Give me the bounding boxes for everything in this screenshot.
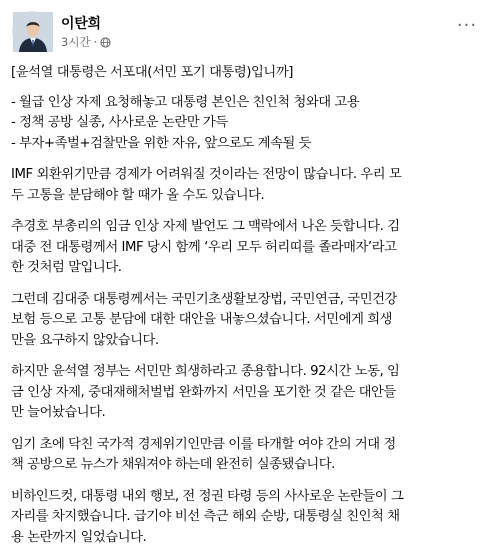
- meta-separator: ·: [93, 35, 98, 49]
- paragraph-line: 추경호 부총리의 임금 인상 자제 발언도 그 맥락에서 나온 듯합니다. 김: [11, 219, 400, 234]
- globe-icon[interactable]: [100, 37, 111, 48]
- paragraph-line: IMF 외환위기만큼 경제가 어려워질 것이라는 전망이 많습니다. 우리 모: [11, 167, 402, 182]
- paragraph: [11, 217, 483, 279]
- post-timestamp[interactable]: 3시간: [61, 35, 91, 49]
- paragraph: [11, 290, 483, 352]
- paragraph-line: 자리를 차지했습니다. 급기야 비선 측근 해외 순방, 대통령실 친인척 채: [11, 509, 400, 524]
- bullet-list: [11, 93, 483, 155]
- bullet-item: - 월급 인상 자제 요청해놓고 대통령 본인은 친인척 청와대 고용: [11, 94, 360, 110]
- paragraph-line: 그런데 김대중 대통령께서는 국민기초생활보장법, 국민연금, 국민건강: [11, 291, 397, 307]
- paragraph-line: 비하인드컷, 대통령 내외 행보, 전 정권 타령 등의 사사로운 논란들이 그: [11, 488, 404, 504]
- paragraph: [11, 362, 483, 424]
- avatar[interactable]: [12, 11, 52, 51]
- paragraph-line: 용 논란까지 일었습니다.: [11, 529, 147, 545]
- paragraph-line: 만 늘어놨습니다.: [11, 405, 106, 420]
- more-horizontal-icon: ···: [456, 14, 478, 36]
- paragraph-line: 두 고통을 분담해야 할 때가 올 수도 있습니다.: [11, 187, 265, 203]
- bullet-item: - 부자+족벌+검찰만을 위한 자유, 앞으로도 계속될 듯: [11, 135, 312, 151]
- paragraph: [11, 435, 483, 476]
- paragraph-line: 대중 전 대통령께서 IMF 당시 함께 ‘우리 모두 허리띠를 졸라매자’라고: [11, 239, 397, 255]
- paragraph: [11, 165, 483, 206]
- paragraph-line: 책 공방으로 뉴스가 채워져야 하는데 완전히 실종됐습니다.: [11, 457, 335, 472]
- author-name[interactable]: 이탄희: [61, 16, 101, 32]
- paragraph-line: 하지만 윤석열 정부는 서민만 희생하라고 종용합니다. 92시간 노동, 임: [11, 364, 400, 379]
- post-title-block: [11, 63, 483, 84]
- paragraph-line: 금 인상 자제, 중대재해처벌법 완화까지 서민을 포기한 것 같은 대안들: [11, 384, 396, 400]
- more-options-button[interactable]: [452, 14, 482, 36]
- post-text: [11, 63, 483, 559]
- paragraph-line: 만을 요구하지 않았습니다.: [11, 332, 159, 348]
- paragraph-line: 임기 초에 닥친 국가적 경제위기인만큼 이를 타개할 여야 간의 거대 정: [11, 436, 396, 452]
- paragraph-line: 보험 등으로 고통 분담에 대한 대안을 내놓으셨습니다. 서민에게 희생: [11, 312, 393, 327]
- post-title: [윤석열 대통령은 서포대(서민 포기 대통령)입니까]: [11, 65, 293, 80]
- post-meta: [61, 34, 111, 50]
- post-header: [0, 0, 492, 60]
- bullet-item: - 정책 공방 실종, 사사로운 논란만 가득: [11, 115, 228, 130]
- profile-photo: [13, 12, 53, 52]
- paragraph: [11, 487, 483, 549]
- paragraph-line: 한 것처럼 말입니다.: [11, 260, 122, 275]
